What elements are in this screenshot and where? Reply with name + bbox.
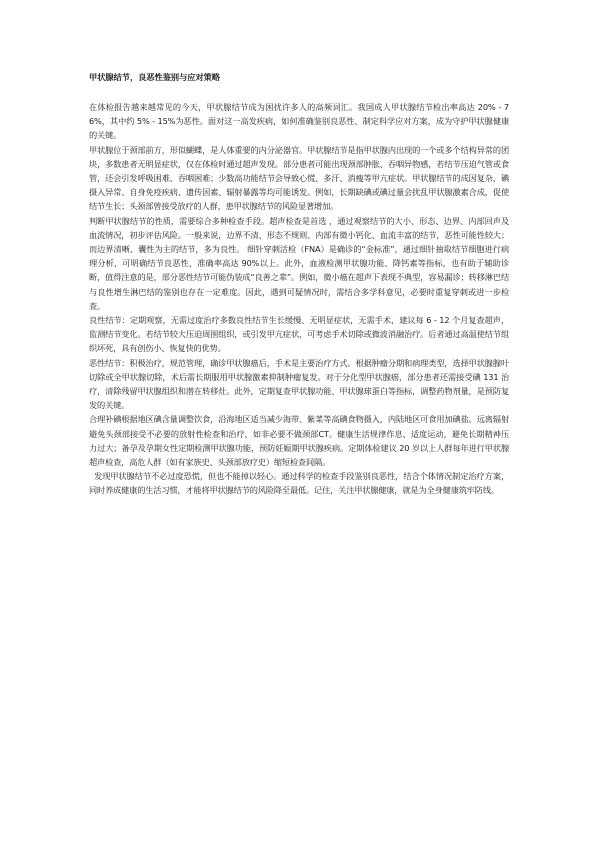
- paragraph-conclusion: 发现甲状腺结节不必过度恐慌，但也不能掉以轻心。通过科学的检查手段鉴别良恶性，结合个体情况制定治疗方案，同时养成健康的生活习惯，才能将甲状腺结节的风险降至最低。记住，关注甲状腺健康，就是为全身健康筑牢防线。: [89, 471, 509, 496]
- document-body: [89, 100, 509, 498]
- paragraph-intro: 在体检报告越来越常见的今天，甲状腺结节成为困扰许多人的高频词汇。我国成人甲状腺结节检出率高达 20% - 76%，其中约 5% - 15%为恶性。面对这一高发疾病，如何准确鉴别良恶性、制定科学应对方案，成为守护甲状腺健康的关键。: [89, 102, 509, 141]
- paragraph-prevention: 合理补碘根据地区碘含量调整饮食，沿海地区适当减少海带、紫菜等高碘食物摄入，内陆地区可食用加碘盐。远离辐射避免头颈部接受不必要的放射性检查和治疗，如非必要不做颈部CT。健康生活规律作息、适度运动，避免长期精神压力过大；备孕及孕期女性定期检测甲状腺功能，预防妊娠期甲状腺疾病。定期体检建议 20 岁以上人群每年进行甲状腺超声检查，高危人群（如有家族史、头颈部放疗史）缩短检查间隔。: [89, 414, 509, 468]
- paragraph-benign: 良性结节：定期观察，无需过度治疗多数良性结节生长缓慢、无明显症状，无需手术，建议每 6 - 12 个月复查超声，监测结节变化。若结节较大压迫周围组织，或引发甲亢症状，可考虑手术切除或微波消融治疗。后者通过高温使结节组织坏死，具有创伤小、恢复快的优势。: [89, 315, 509, 354]
- paragraph-malignant: 恶性结节：积极治疗，规范管理，确诊甲状腺癌后，手术是主要治疗方式。根据肿瘤分期和病理类型，选择甲状腺腺叶切除或全甲状腺切除，术后需长期服用甲状腺激素抑制肿瘤复发。对于分化型甲状腺癌，部分患者还需接受碘 131 治疗，清除残留甲状腺组织和潜在转移灶。此外，定期复查甲状腺功能、甲状腺球蛋白等指标，调整药物剂量，是预防复发的关键。: [89, 357, 509, 411]
- paragraph-diagnosis: 判断甲状腺结节的性质，需要综合多种检查手段。超声检查是首选 ，通过观察结节的大小、形态、边界、内部回声及血流情况，初步评估风险。一般来说，边界不清、形态不规则、内部有微小钙化、血流丰富的结节，恶性可能性较大；而边界清晰、囊性为主的结节，多为良性。 细针穿刺活检（FNA）是确诊的“金标准”，通过细针抽取结节细胞进行病理分析，可明确结节良恶性，准确率高达 90%以上。此外，血液检测甲状腺功能、降钙素等指标，也有助于辅助诊断，值得注意的是，部分恶性结节可能伪装成“良善之辈”。例如，微小癌在超声下表现不典型，容易漏诊；转移淋巴结与良性增生淋巴结的鉴别也存在一定难度。因此，遇到可疑情况时，需结合多学科意见，必要时重复穿刺或进一步检查。: [89, 215, 509, 311]
- document-title: 甲状腺结节，良恶性鉴别与应对策略: [89, 72, 221, 82]
- paragraph-causes: 甲状腺位于颈部前方，形似蝴蝶，是人体重要的内分泌器官。甲状腺结节是指甲状腺内出现的一个或多个结构异常的团块，多数患者无明显症状，仅在体检时通过超声发现。部分患者可能出现颈部肿胀、吞咽异物感，若结节压迫气管或食管，还会引发呼吸困难、吞咽困难；少数高功能结节会导致心慌、多汗、消瘦等甲亢症状。甲状腺结节的成因复杂，碘摄入异常、自身免疫疾病、遗传因素、辐射暴露等均可能诱发。例如，长期缺碘或碘过量会扰乱甲状腺激素合成，促使结节生长；头颈部曾接受放疗的人群，患甲状腺结节的风险显著增加。: [89, 144, 509, 212]
